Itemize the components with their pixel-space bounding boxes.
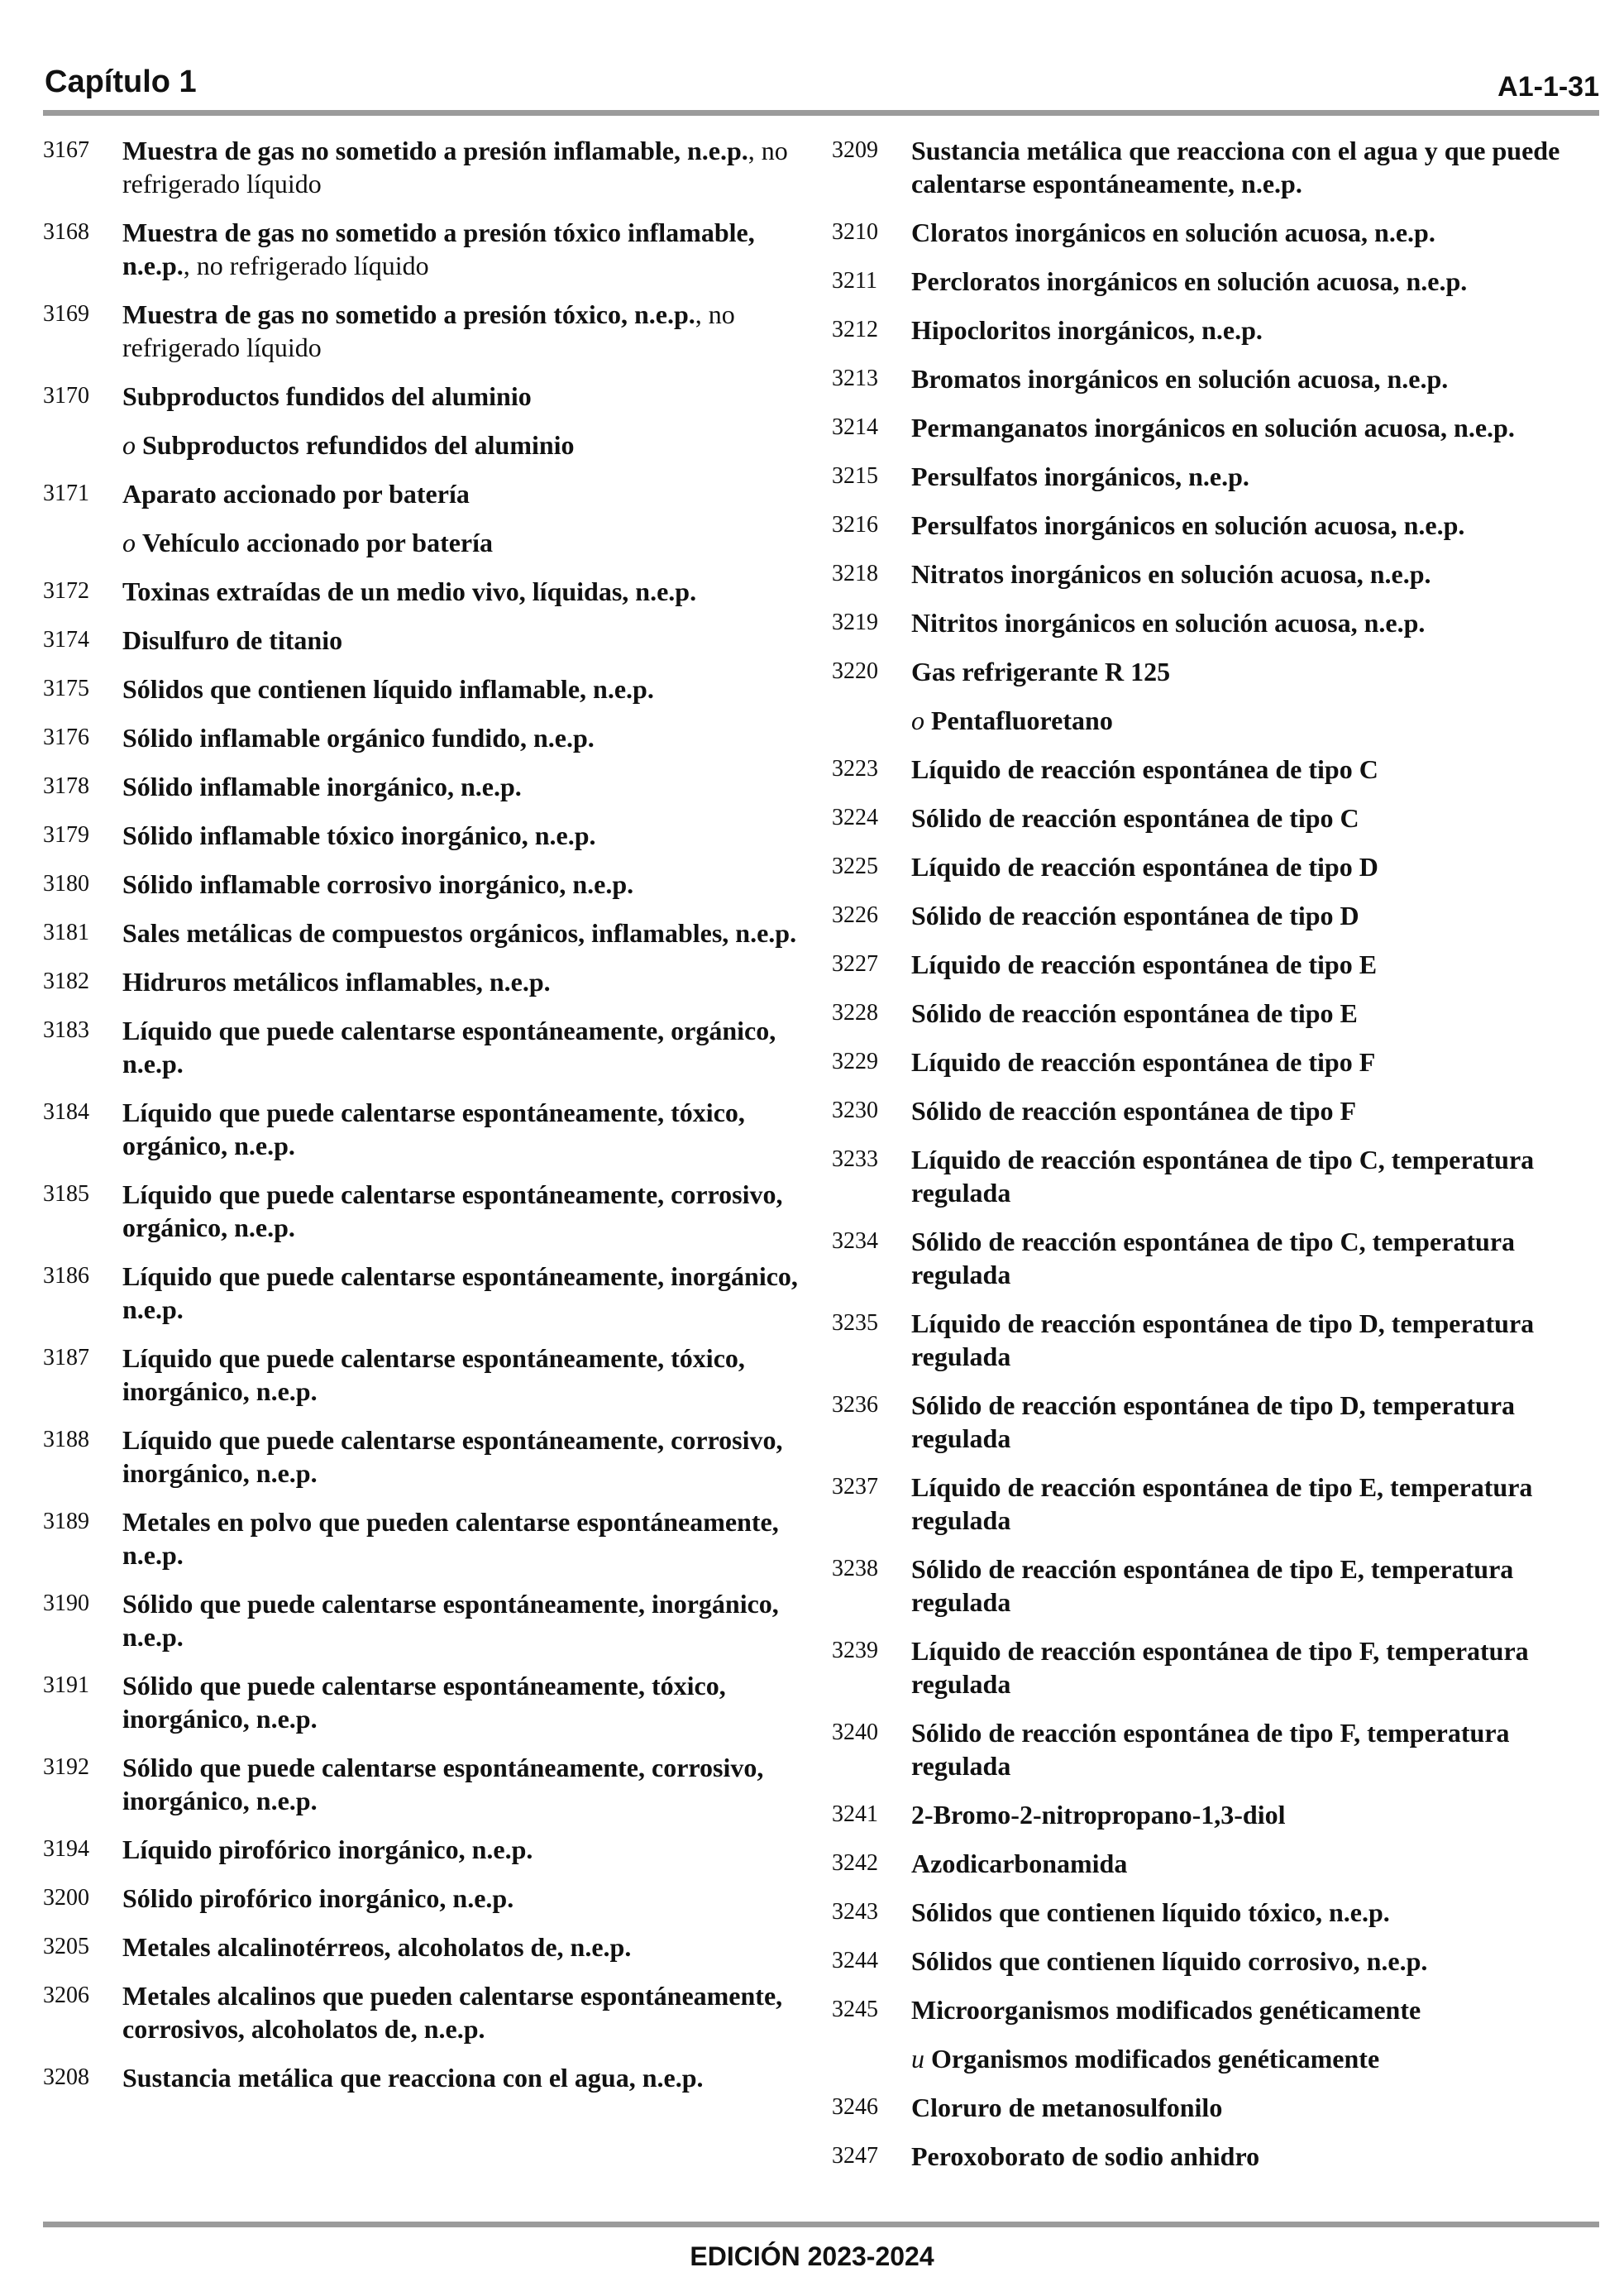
- substance-name-text: Líquido que puede calentarse espontáneamente, orgánico, n.e.p.: [122, 1016, 776, 1079]
- substance-name: [122, 1260, 810, 1326]
- substance-name-text: Líquido que puede calentarse espontáneamente, inorgánico, n.e.p.: [122, 1261, 798, 1324]
- substance-name-text: Cloruro de metanosulfonilo: [911, 2093, 1223, 2122]
- substance-name-text: Metales alcalinos que pueden calentarse espontáneamente, corrosivos, alcoholatos de, n.e.p.: [122, 1981, 783, 2044]
- substance-name-text: Muestra de gas no sometido a presión tóxico, n.e.p.: [122, 299, 695, 329]
- un-number: 3192: [43, 1754, 89, 1780]
- un-entry: [43, 575, 810, 608]
- alternate-name: [832, 704, 1601, 737]
- un-entry: [43, 624, 810, 657]
- footer-divider: [43, 2222, 1599, 2227]
- un-number: 3240: [832, 1720, 878, 1745]
- substance-name: [911, 753, 1601, 786]
- substance-name-text: Disulfuro de titanio: [122, 625, 343, 655]
- un-entry: [43, 1505, 810, 1571]
- substance-name-text: Líquido de reacción espontánea de tipo D, temperatura regulada: [911, 1308, 1535, 1371]
- un-entry: [43, 1587, 810, 1653]
- un-entry: [832, 313, 1601, 347]
- substance-name: [911, 557, 1601, 591]
- substance-name: [911, 1798, 1601, 1831]
- un-entry: [43, 2061, 810, 2094]
- un-entry: [43, 672, 810, 706]
- substance-name: [911, 1634, 1601, 1700]
- un-number: 3223: [832, 756, 878, 782]
- substance-name-text: Sólido que puede calentarse espontáneamente, tóxico, inorgánico, n.e.p.: [122, 1671, 726, 1734]
- un-entry: [832, 134, 1601, 200]
- un-entry: [832, 265, 1601, 298]
- un-entry: [43, 1669, 810, 1735]
- un-number: 3184: [43, 1099, 89, 1125]
- un-number: 3172: [43, 578, 89, 604]
- un-entry: [43, 1260, 810, 1326]
- un-number: 3219: [832, 610, 878, 635]
- substance-name-text: Sólido que puede calentarse espontáneamente, corrosivo, inorgánico, n.e.p.: [122, 1753, 764, 1815]
- un-entry: [43, 1751, 810, 1817]
- un-number: 3169: [43, 301, 89, 327]
- substance-name: [122, 916, 810, 949]
- un-number: 3242: [832, 1850, 878, 1876]
- un-entry: [832, 1716, 1601, 1782]
- substance-name-text: Líquido pirofórico inorgánico, n.e.p.: [122, 1834, 533, 1864]
- un-number: 3209: [832, 137, 878, 163]
- substance-name: [122, 2061, 810, 2094]
- alternate-name: [43, 526, 810, 559]
- substance-name-text: Aparato accionado por batería: [122, 479, 470, 509]
- un-number: 3237: [832, 1474, 878, 1500]
- un-number: 3239: [832, 1638, 878, 1663]
- page-reference: A1-1-31: [1497, 71, 1599, 103]
- un-number: 3208: [43, 2064, 89, 2090]
- substance-name: [122, 1882, 810, 1915]
- substance-name: [122, 1178, 810, 1244]
- un-number: 3210: [832, 219, 878, 245]
- un-entry: [832, 557, 1601, 591]
- un-number: 3185: [43, 1181, 89, 1207]
- substance-name-suffix: , no refrigerado líquido: [122, 299, 735, 362]
- un-entry: [832, 1944, 1601, 1978]
- un-entry: [43, 298, 810, 364]
- substance-name-text: Persulfatos inorgánicos en solución acuosa, n.e.p.: [911, 510, 1465, 540]
- un-entry: [832, 1225, 1601, 1291]
- un-number: 3205: [43, 1934, 89, 1959]
- un-entry: [832, 1143, 1601, 1209]
- substance-name-text: Sólidos que contienen líquido corrosivo, n.e.p.: [911, 1946, 1428, 1976]
- substance-name: [122, 477, 810, 510]
- substance-name: [911, 1094, 1601, 1127]
- alternate-name-text: Subproductos refundidos del aluminio: [142, 430, 575, 460]
- un-number: 3182: [43, 969, 89, 994]
- substance-name: [122, 1833, 810, 1866]
- un-entry: [832, 899, 1601, 932]
- substance-name: [122, 624, 810, 657]
- substance-name-text: Sustancia metálica que reacciona con el agua y que puede calentarse espontáneamente, n.e.p.: [911, 136, 1560, 199]
- un-number: 3227: [832, 951, 878, 977]
- substance-name: [911, 1225, 1601, 1291]
- un-entry: [43, 819, 810, 852]
- substance-name-text: Sólido de reacción espontánea de tipo D, temperatura regulada: [911, 1390, 1516, 1453]
- substance-name: [122, 1587, 810, 1653]
- substance-name: [911, 265, 1601, 298]
- un-entry: [832, 655, 1601, 688]
- un-entry: [43, 1096, 810, 1162]
- un-entry: [43, 477, 810, 510]
- un-number: 3168: [43, 219, 89, 245]
- un-number: 3244: [832, 1948, 878, 1973]
- un-entry: [832, 850, 1601, 883]
- un-number: 3179: [43, 822, 89, 848]
- substance-name-text: Líquido de reacción espontánea de tipo F: [911, 1047, 1376, 1077]
- un-number: 3245: [832, 1997, 878, 2022]
- substance-name-text: Sólido de reacción espontánea de tipo E, temperatura regulada: [911, 1554, 1514, 1617]
- substance-name-text: Sólido pirofórico inorgánico, n.e.p.: [122, 1883, 514, 1913]
- substance-name-text: Microorganismos modificados genéticamente: [911, 1995, 1421, 2025]
- substance-name: [122, 1669, 810, 1735]
- un-number: 3246: [832, 2094, 878, 2120]
- substance-name: [911, 411, 1601, 444]
- substance-name-text: Sólido de reacción espontánea de tipo C, temperatura regulada: [911, 1227, 1516, 1289]
- substance-name: [911, 850, 1601, 883]
- substance-name: [911, 216, 1601, 249]
- un-entry: [832, 216, 1601, 249]
- substance-name-text: Líquido que puede calentarse espontáneamente, corrosivo, inorgánico, n.e.p.: [122, 1425, 783, 1488]
- substance-name: [122, 216, 810, 282]
- substance-name: [911, 801, 1601, 835]
- substance-name-text: Azodicarbonamida: [911, 1849, 1128, 1878]
- alternate-prefix: o: [911, 706, 924, 735]
- un-number: 3186: [43, 1263, 89, 1289]
- un-number: 3171: [43, 481, 89, 506]
- un-entry: [832, 801, 1601, 835]
- substance-name: [122, 721, 810, 754]
- un-number: 3214: [832, 414, 878, 440]
- substance-name: [911, 313, 1601, 347]
- un-entry: [832, 2140, 1601, 2173]
- substance-name: [911, 362, 1601, 395]
- substance-name: [911, 899, 1601, 932]
- substance-name-text: Hidruros metálicos inflamables, n.e.p.: [122, 967, 551, 997]
- un-entry: [832, 2091, 1601, 2124]
- substance-name: [911, 134, 1601, 200]
- un-number: 3187: [43, 1345, 89, 1370]
- substance-name-text: 2-Bromo-2-nitropropano-1,3-diol: [911, 1800, 1286, 1830]
- un-number: 3225: [832, 854, 878, 879]
- un-entry: [43, 1178, 810, 1244]
- substance-name: [122, 380, 810, 413]
- un-entry: [832, 1552, 1601, 1619]
- un-number: 3218: [832, 561, 878, 586]
- substance-name: [911, 2140, 1601, 2173]
- un-entry: [832, 362, 1601, 395]
- substance-name-text: Sólidos que contienen líquido inflamable, n.e.p.: [122, 674, 654, 704]
- un-number: 3213: [832, 366, 878, 391]
- substance-name-text: Sólido de reacción espontánea de tipo E: [911, 998, 1358, 1028]
- un-entry: [43, 721, 810, 754]
- substance-name: [122, 672, 810, 706]
- substance-name: [911, 1944, 1601, 1978]
- alternate-name: [43, 428, 810, 462]
- un-number: 3212: [832, 317, 878, 342]
- un-number: 3191: [43, 1672, 89, 1698]
- substance-name: [911, 460, 1601, 493]
- substance-name-text: Líquido de reacción espontánea de tipo C, temperatura regulada: [911, 1145, 1535, 1208]
- un-number: 3181: [43, 920, 89, 945]
- left-column: [43, 134, 810, 2110]
- un-entry: [832, 1094, 1601, 1127]
- un-entry: [832, 460, 1601, 493]
- substance-name: [911, 997, 1601, 1030]
- substance-name-text: Sólido que puede calentarse espontáneamente, inorgánico, n.e.p.: [122, 1589, 779, 1652]
- un-entry: [43, 1930, 810, 1964]
- un-number: 3234: [832, 1228, 878, 1254]
- substance-name-suffix: , no refrigerado líquido: [122, 136, 788, 199]
- un-entry: [832, 1847, 1601, 1880]
- substance-name-text: Líquido de reacción espontánea de tipo F, temperatura regulada: [911, 1636, 1529, 1699]
- substance-name: [911, 1307, 1601, 1373]
- substance-name-text: Sustancia metálica que reacciona con el agua, n.e.p.: [122, 2063, 704, 2093]
- un-entry: [832, 1045, 1601, 1079]
- un-entry: [43, 1882, 810, 1915]
- substance-name-text: Líquido que puede calentarse espontáneamente, corrosivo, orgánico, n.e.p.: [122, 1179, 783, 1242]
- un-number: 3241: [832, 1801, 878, 1827]
- substance-name: [911, 509, 1601, 542]
- header-divider: [43, 110, 1599, 116]
- substance-name: [911, 1716, 1601, 1782]
- substance-name-text: Sólido inflamable corrosivo inorgánico, n.e.p.: [122, 869, 634, 899]
- substance-name: [911, 606, 1601, 639]
- substance-name-text: Sólido inflamable inorgánico, n.e.p.: [122, 772, 522, 801]
- substance-name: [122, 1751, 810, 1817]
- un-number: 3216: [832, 512, 878, 538]
- un-entry: [832, 1993, 1601, 2026]
- substance-name: [122, 1930, 810, 1964]
- substance-name: [911, 1896, 1601, 1929]
- substance-name-text: Sólido inflamable orgánico fundido, n.e.p.: [122, 723, 595, 753]
- un-entry: [43, 868, 810, 901]
- un-entry: [43, 1979, 810, 2045]
- substance-name: [911, 1847, 1601, 1880]
- substance-name-text: Subproductos fundidos del aluminio: [122, 381, 532, 411]
- un-entry: [832, 606, 1601, 639]
- substance-name: [911, 1471, 1601, 1537]
- substance-name-text: Sólidos que contienen líquido tóxico, n.e.p.: [911, 1897, 1390, 1927]
- substance-name: [911, 1143, 1601, 1209]
- substance-name: [911, 1045, 1601, 1079]
- un-number: 3211: [832, 268, 877, 294]
- substance-name: [122, 1423, 810, 1490]
- un-number: 3215: [832, 463, 878, 489]
- substance-name: [911, 655, 1601, 688]
- un-number: 3183: [43, 1017, 89, 1043]
- substance-name-text: Muestra de gas no sometido a presión inflamable, n.e.p.: [122, 136, 748, 165]
- substance-name-text: Nitratos inorgánicos en solución acuosa, n.e.p.: [911, 559, 1431, 589]
- un-number: 3190: [43, 1590, 89, 1616]
- chapter-title: Capítulo 1: [45, 65, 197, 99]
- un-number: 3200: [43, 1885, 89, 1911]
- substance-name-text: Sólido de reacción espontánea de tipo C: [911, 803, 1359, 833]
- substance-name-text: Líquido de reacción espontánea de tipo D: [911, 852, 1378, 882]
- un-number: 3229: [832, 1049, 878, 1074]
- substance-name-text: Nitritos inorgánicos en solución acuosa, n.e.p.: [911, 608, 1426, 638]
- substance-name-text: Sales metálicas de compuestos orgánicos, inflamables, n.e.p.: [122, 918, 797, 948]
- un-number: 3206: [43, 1983, 89, 2008]
- un-number: 3167: [43, 137, 89, 163]
- un-number: 3174: [43, 627, 89, 653]
- un-entry: [832, 753, 1601, 786]
- un-number: 3220: [832, 658, 878, 684]
- alternate-name-text: Organismos modificados genéticamente: [931, 2044, 1380, 2074]
- un-entry: [832, 1471, 1601, 1537]
- alternate-prefix: o: [122, 528, 136, 557]
- un-entry: [832, 1896, 1601, 1929]
- un-number: 3178: [43, 773, 89, 799]
- substance-name-text: Sólido inflamable tóxico inorgánico, n.e.p.: [122, 820, 596, 850]
- substance-name: [122, 1505, 810, 1571]
- alternate-name-text: Vehículo accionado por batería: [142, 528, 494, 557]
- un-number: 3194: [43, 1836, 89, 1862]
- substance-name-text: Líquido que puede calentarse espontáneamente, tóxico, orgánico, n.e.p.: [122, 1098, 745, 1160]
- un-number: 3235: [832, 1310, 878, 1336]
- substance-name: [911, 1552, 1601, 1619]
- un-entry: [832, 509, 1601, 542]
- un-entry: [832, 948, 1601, 981]
- un-number: 3170: [43, 383, 89, 409]
- un-entry: [832, 1389, 1601, 1455]
- un-entry: [43, 965, 810, 998]
- substance-name-text: Líquido de reacción espontánea de tipo E, temperatura regulada: [911, 1472, 1533, 1535]
- substance-name: [122, 1014, 810, 1080]
- substance-name-text: Sólido de reacción espontánea de tipo D: [911, 901, 1359, 930]
- substance-name-text: Metales en polvo que pueden calentarse espontáneamente, n.e.p.: [122, 1507, 779, 1570]
- un-number: 3230: [832, 1098, 878, 1123]
- un-entry: [43, 1014, 810, 1080]
- substance-name-text: Permanganatos inorgánicos en solución acuosa, n.e.p.: [911, 413, 1515, 442]
- substance-name: [122, 1096, 810, 1162]
- alternate-prefix: o: [122, 430, 136, 460]
- substance-name-text: Toxinas extraídas de un medio vivo, líquidas, n.e.p.: [122, 576, 697, 606]
- un-entry: [43, 134, 810, 200]
- un-entry: [43, 916, 810, 949]
- substance-name: [911, 948, 1601, 981]
- un-number: 3188: [43, 1427, 89, 1452]
- un-number: 3238: [832, 1556, 878, 1581]
- substance-name-text: Metales alcalinotérreos, alcoholatos de, n.e.p.: [122, 1932, 632, 1962]
- substance-name: [122, 1979, 810, 2045]
- substance-name-text: Muestra de gas no sometido a presión tóxico inflamable, n.e.p.: [122, 218, 755, 280]
- substance-name-suffix: , no refrigerado líquido: [183, 251, 429, 280]
- un-number: 3233: [832, 1146, 878, 1172]
- un-number: 3189: [43, 1509, 89, 1534]
- un-number: 3236: [832, 1392, 878, 1418]
- substance-name-text: Peroxoborato de sodio anhidro: [911, 2141, 1260, 2171]
- un-entry: [43, 1423, 810, 1490]
- un-number: 3247: [832, 2143, 878, 2169]
- un-entry: [832, 411, 1601, 444]
- substance-name: [122, 965, 810, 998]
- un-entry: [832, 1634, 1601, 1700]
- un-entry: [832, 997, 1601, 1030]
- substance-name: [911, 1389, 1601, 1455]
- substance-name: [122, 575, 810, 608]
- substance-name-text: Gas refrigerante R 125: [911, 657, 1171, 686]
- substance-name: [122, 868, 810, 901]
- right-column: [832, 134, 1601, 2188]
- un-number: 3226: [832, 902, 878, 928]
- substance-name-text: Líquido que puede calentarse espontáneamente, tóxico, inorgánico, n.e.p.: [122, 1343, 745, 1406]
- substance-name-text: Cloratos inorgánicos en solución acuosa, n.e.p.: [911, 218, 1435, 247]
- substance-name: [122, 770, 810, 803]
- un-entry: [43, 1833, 810, 1866]
- un-number: 3176: [43, 725, 89, 750]
- substance-name-text: Bromatos inorgánicos en solución acuosa, n.e.p.: [911, 364, 1449, 394]
- substance-name: [911, 1993, 1601, 2026]
- substance-name-text: Líquido de reacción espontánea de tipo E: [911, 949, 1378, 979]
- un-entry: [43, 1342, 810, 1408]
- un-number: 3224: [832, 805, 878, 830]
- un-entry: [832, 1307, 1601, 1373]
- un-number: 3228: [832, 1000, 878, 1026]
- alternate-name: [832, 2042, 1601, 2075]
- substance-name-text: Percloratos inorgánicos en solución acuosa, n.e.p.: [911, 266, 1468, 296]
- substance-name: [911, 2091, 1601, 2124]
- un-entry: [43, 216, 810, 282]
- un-entry: [43, 380, 810, 413]
- substance-name-text: Sólido de reacción espontánea de tipo F: [911, 1096, 1357, 1126]
- substance-name: [122, 298, 810, 364]
- un-number: 3175: [43, 676, 89, 701]
- un-number: 3243: [832, 1899, 878, 1925]
- un-entry: [43, 770, 810, 803]
- substance-name: [122, 1342, 810, 1408]
- alternate-name-text: Pentafluoretano: [931, 706, 1113, 735]
- substance-name-text: Persulfatos inorgánicos, n.e.p.: [911, 462, 1249, 491]
- substance-name: [122, 819, 810, 852]
- un-number: 3180: [43, 871, 89, 897]
- substance-name: [122, 134, 810, 200]
- substance-name-text: Sólido de reacción espontánea de tipo F, temperatura regulada: [911, 1718, 1510, 1781]
- substance-name-text: Líquido de reacción espontánea de tipo C: [911, 754, 1378, 784]
- un-entry: [832, 1798, 1601, 1831]
- edition-footer: EDICIÓN 2023-2024: [690, 2241, 934, 2271]
- substance-name-text: Hipocloritos inorgánicos, n.e.p.: [911, 315, 1263, 345]
- alternate-prefix: u: [911, 2044, 924, 2074]
